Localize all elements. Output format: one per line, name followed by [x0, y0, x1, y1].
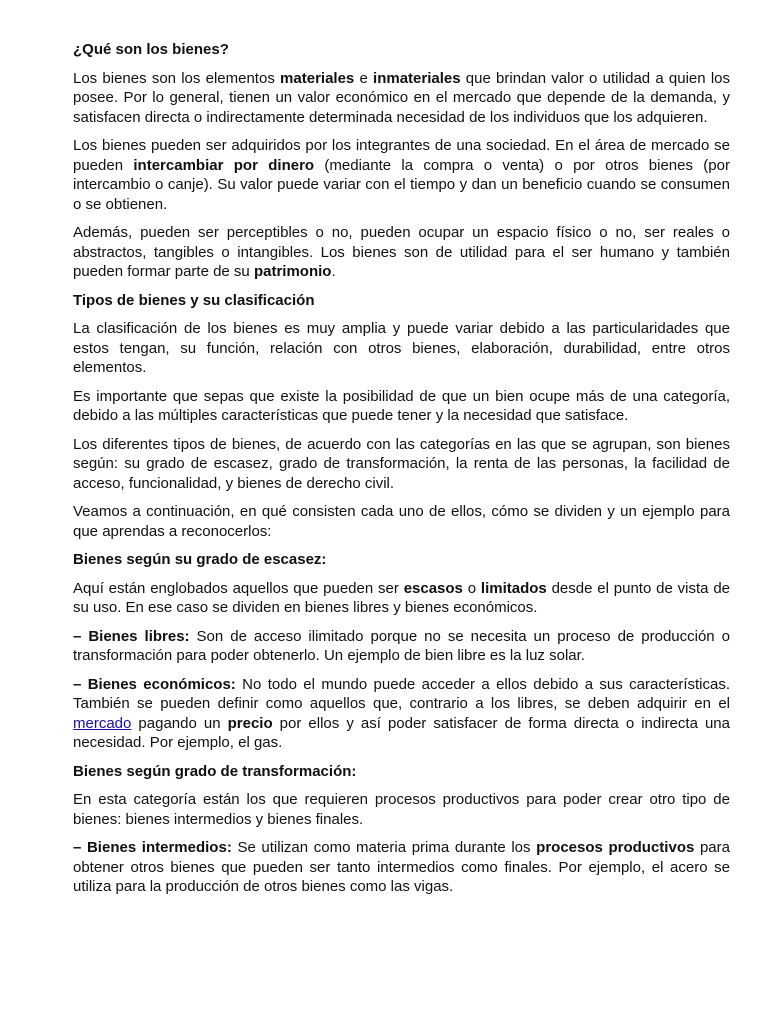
text: . — [331, 263, 336, 280]
bold-materiales: materiales — [280, 69, 355, 87]
heading-tipos-de-bienes: Tipos de bienes y su clasificación — [73, 291, 315, 309]
paragraph-tipos-lista: Los diferentes tipos de bienes, de acuerdo con las categorías en las que se agrupan, son bienes según: su grado de escasez, grado de transformación, la renta de las personas, la facilidad de acceso, funcionalidad, y bienes de derecho civil. — [73, 435, 730, 492]
text: Además, pueden ser perceptibles o no, pueden ocupar un espacio físico o no, ser reales o abstractos, tangibles o intangibles. Los bienes son de utilidad para el ser humano y también pueden formar parte de su — [73, 224, 730, 280]
bold-patrimonio: patrimonio — [253, 263, 332, 280]
bold-inmateriales: inmateriales — [373, 69, 461, 87]
bold-procesos-productivos: procesos productivos — [536, 839, 695, 856]
text: No todo el mundo puede acceder a ellos debido a sus características. También se pueden definir como aquellos que, contrario a los libres, se deben adquirir en el — [73, 675, 730, 712]
paragraph-escasez — [73, 579, 730, 618]
text: Los bienes son los elementos — [73, 69, 281, 87]
heading-grado-escasez: Bienes según su grado de escasez: — [73, 551, 327, 568]
paragraph-bienes-intermedios — [73, 838, 730, 897]
text: por ellos y así poder satisfacer de forma directa o indirecta una necesidad. Por ejemplo, el gas. — [73, 714, 730, 751]
paragraph-transformacion: En esta categoría están los que requieren procesos productivos para poder crear otro tipo de bienes: bienes intermedios y bienes finales. — [73, 791, 730, 828]
bold-limitados: limitados — [480, 579, 547, 597]
bold-bienes-intermedios: – Bienes intermedios: — [73, 839, 232, 856]
heading-grado-transformacion: Bienes según grado de transformación: — [73, 762, 357, 780]
paragraph-clasificacion: La clasificación de los bienes es muy amplia y puede variar debido a las particularidades que estos tengan, su función, relación con otros bienes, elaboración, durabilidad, entre otros elementos. — [73, 320, 730, 376]
mercado-link[interactable]: mercado — [73, 714, 132, 732]
text: Los bienes pueden ser adquiridos por los integrantes de una sociedad. En el área de mercado se pueden — [73, 137, 730, 174]
text: Son de acceso ilimitado porque no se necesita un proceso de producción o transformación para poder obtenerlo. Un ejemplo de bien libre es la luz solar. — [73, 627, 730, 664]
paragraph-categorias: Es importante que sepas que existe la posibilidad de que un bien ocupe más de una categoría, debido a las múltiples características que puede tener y la necesidad que satisface. — [73, 387, 730, 424]
text: para obtener otros bienes que pueden ser tanto intermedios como finales. Por ejemplo, el acero se utiliza para la producción de otros bienes como las vigas. — [73, 839, 730, 895]
text: Se utilizan como materia prima durante los — [231, 839, 537, 856]
paragraph-definition — [73, 69, 730, 128]
text: desde el punto de vista de su uso. En ese caso se dividen en bienes libres y bienes económicos. — [73, 579, 730, 616]
paragraph-caracteristicas — [73, 223, 730, 282]
paragraph-veamos: Veamos a continuación, en qué consisten cada uno de ellos, cómo se dividen y un ejemplo para que aprendas a reconocerlos: — [73, 503, 730, 540]
paragraph-bienes-libres — [73, 627, 730, 666]
text: Aquí están englobados aquellos que pueden ser — [73, 579, 404, 597]
text: e — [354, 69, 374, 87]
paragraph-adquisicion — [73, 136, 730, 214]
bold-precio: precio — [227, 714, 273, 732]
text: pagando un — [131, 714, 228, 732]
paragraph-bienes-economicos — [73, 675, 730, 753]
bold-escasos: escasos — [403, 579, 463, 597]
text: (mediante la compra o venta) o por otros bienes (por intercambio o canje). Su valor puede variar con el tiempo y dan un beneficio cuando se consumen o se obtienen. — [73, 156, 730, 213]
text: o — [462, 579, 481, 597]
bold-intercambiar: intercambiar por dinero — [133, 156, 315, 174]
bold-bienes-libres: – Bienes libres: — [73, 627, 190, 645]
bold-bienes-economicos: – Bienes económicos: — [73, 675, 236, 693]
heading-que-son-los-bienes: ¿Qué son los bienes? — [73, 41, 229, 58]
text: que brindan valor o utilidad a quien los posee. Por lo general, tienen un valor económico en el mercado que depende de la demanda, y satisfacen directa o indirectamente determinada necesidad de los individuos que los adquieren. — [73, 69, 730, 126]
